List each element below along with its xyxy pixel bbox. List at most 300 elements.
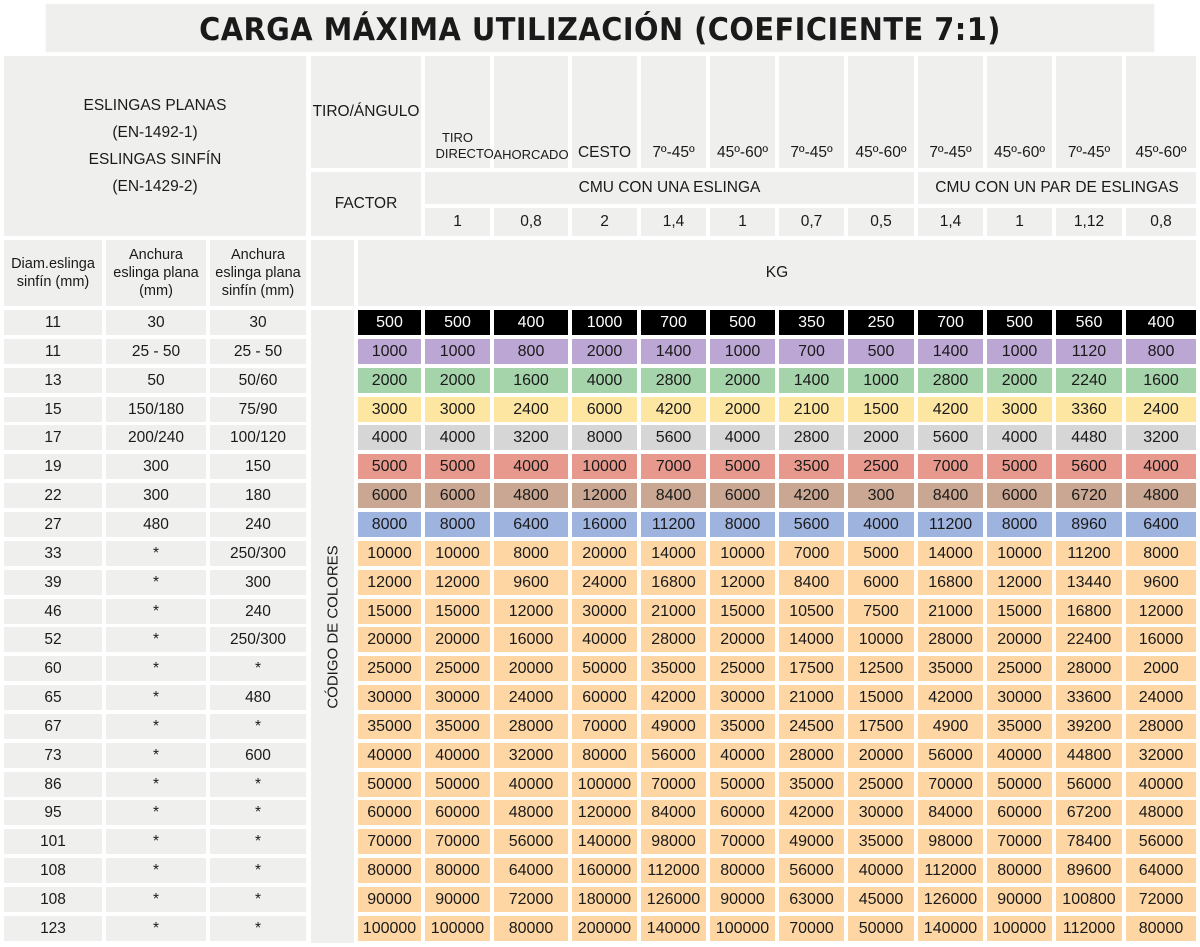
kg-value-cell: 80000: [987, 858, 1052, 883]
kg-value-cell: 84000: [918, 800, 983, 825]
plana-cell: *: [106, 800, 206, 825]
kg-value-cell: 28000: [918, 627, 983, 652]
kg-value-cell: 6000: [987, 483, 1052, 508]
diam-cell: 39: [4, 570, 102, 595]
factor-cell: 1: [987, 208, 1052, 236]
kg-value-cell: 9600: [494, 570, 568, 595]
kg-value-cell: 70000: [641, 772, 706, 797]
color-code-label: CÓDIGO DE COLORES: [324, 544, 341, 709]
kg-value-cell: 4900: [918, 714, 983, 739]
kg-value-cell: 200000: [572, 916, 637, 941]
color-swatch: 8000: [358, 512, 421, 537]
angle-label: 45º-60º: [717, 144, 768, 161]
kg-value-cell: 28000: [641, 627, 706, 652]
kg-value-cell: 8960: [1056, 512, 1122, 537]
color-swatch: 90000: [358, 887, 421, 912]
col-header-diam-text: Diam.eslinga sinfín (mm): [11, 256, 95, 290]
kg-value-cell: 90000: [710, 887, 775, 912]
sinfin-cell: 480: [210, 685, 306, 710]
plana-cell: 30: [106, 310, 206, 335]
kg-value-cell: 17500: [848, 714, 914, 739]
diam-cell: 67: [4, 714, 102, 739]
col-header-sinfin: [210, 240, 306, 306]
kg-value-cell: 70000: [918, 772, 983, 797]
kg-value-cell: 40000: [425, 743, 490, 768]
kg-value-cell: 67200: [1056, 800, 1122, 825]
color-swatch: 12000: [358, 570, 421, 595]
kg-value-cell: 1000: [987, 339, 1052, 364]
kg-value-cell: 21000: [779, 685, 844, 710]
kg-value-cell: 56000: [779, 858, 844, 883]
color-swatch: 100000: [358, 916, 421, 941]
diam-cell: 11: [4, 310, 102, 335]
plana-cell: *: [106, 858, 206, 883]
sinfin-cell: *: [210, 887, 306, 912]
kg-value-cell: 500: [425, 310, 490, 335]
angle-label: 7º-45º: [929, 144, 972, 161]
kg-value-cell: 6000: [572, 397, 637, 422]
kg-value-cell: 126000: [641, 887, 706, 912]
kg-value-cell: 10000: [848, 627, 914, 652]
kg-value-cell: 30000: [572, 599, 637, 624]
kg-value-cell: 28000: [494, 714, 568, 739]
col-header-plana-text: Anchura eslinga plana (mm): [113, 247, 199, 299]
diam-cell: 15: [4, 397, 102, 422]
factor-label: FACTOR: [311, 172, 421, 236]
kg-value-cell: 49000: [779, 829, 844, 854]
kg-value-cell: 4200: [779, 483, 844, 508]
kg-value-cell: 49000: [641, 714, 706, 739]
kg-value-cell: 4000: [1126, 454, 1196, 479]
kg-value-cell: 5600: [641, 425, 706, 450]
factor-cell: 1,4: [918, 208, 983, 236]
diam-cell: 86: [4, 772, 102, 797]
kg-value-cell: 10000: [987, 541, 1052, 566]
factor-cell: 0,5: [848, 208, 914, 236]
diam-cell: 11: [4, 339, 102, 364]
diam-cell: 19: [4, 454, 102, 479]
kg-value-cell: 42000: [779, 800, 844, 825]
kg-value-cell: 5000: [710, 454, 775, 479]
plana-cell: 25 - 50: [106, 339, 206, 364]
kg-value-cell: 72000: [1126, 887, 1196, 912]
kg-value-cell: 2240: [1056, 368, 1122, 393]
kg-value-cell: 24500: [779, 714, 844, 739]
sinfin-cell: 180: [210, 483, 306, 508]
group-pair-slings: CMU CON UN PAR DE ESLINGAS: [918, 172, 1196, 204]
kg-value-cell: 15000: [987, 599, 1052, 624]
kg-value-cell: 35000: [641, 656, 706, 681]
color-swatch: 35000: [358, 714, 421, 739]
kg-value-cell: 39200: [1056, 714, 1122, 739]
kg-value-cell: 700: [641, 310, 706, 335]
kg-value-cell: 20000: [848, 743, 914, 768]
color-swatch: 500: [358, 310, 421, 335]
kg-value-cell: 50000: [572, 656, 637, 681]
kg-value-cell: 50000: [987, 772, 1052, 797]
group-single-sling: CMU CON UNA ESLINGA: [425, 172, 914, 204]
kg-value-cell: 100000: [425, 916, 490, 941]
kg-value-cell: 8000: [987, 512, 1052, 537]
kg-value-cell: 160000: [572, 858, 637, 883]
plana-cell: *: [106, 829, 206, 854]
plana-cell: *: [106, 541, 206, 566]
kg-value-cell: 2100: [779, 397, 844, 422]
kg-value-cell: 4000: [848, 512, 914, 537]
diam-cell: 60: [4, 656, 102, 681]
kg-value-cell: 400: [1126, 310, 1196, 335]
kg-value-cell: 78400: [1056, 829, 1122, 854]
sinfin-cell: 600: [210, 743, 306, 768]
sinfin-cell: *: [210, 829, 306, 854]
kg-value-cell: 140000: [641, 916, 706, 941]
col-header-plana: [106, 240, 206, 306]
kg-value-cell: 8000: [1126, 541, 1196, 566]
kg-value-cell: 140000: [918, 916, 983, 941]
diam-cell: 22: [4, 483, 102, 508]
factor-cell: 1: [710, 208, 775, 236]
sinfin-cell: 150: [210, 454, 306, 479]
kg-value-cell: 4000: [494, 454, 568, 479]
kg-value-cell: 70000: [779, 916, 844, 941]
kg-value-cell: 70000: [987, 829, 1052, 854]
kg-value-cell: 15000: [848, 685, 914, 710]
kg-value-cell: 56000: [641, 743, 706, 768]
kg-value-cell: 89600: [1056, 858, 1122, 883]
kg-value-cell: 9600: [1126, 570, 1196, 595]
kg-value-cell: 2400: [1126, 397, 1196, 422]
kg-value-cell: 25000: [987, 656, 1052, 681]
kg-value-cell: 4000: [572, 368, 637, 393]
kg-value-cell: 33600: [1056, 685, 1122, 710]
kg-value-cell: 17500: [779, 656, 844, 681]
color-code-column: [311, 310, 354, 943]
sinfin-cell: 25 - 50: [210, 339, 306, 364]
kg-value-cell: 8400: [641, 483, 706, 508]
kg-value-cell: 8000: [710, 512, 775, 537]
kg-value-cell: 5600: [1056, 454, 1122, 479]
factor-cell: 1,4: [641, 208, 706, 236]
kg-value-cell: 25000: [848, 772, 914, 797]
kg-value-cell: 70000: [710, 829, 775, 854]
kg-value-cell: 40000: [848, 858, 914, 883]
kg-value-cell: 22400: [1056, 627, 1122, 652]
sinfin-cell: 250/300: [210, 627, 306, 652]
kg-value-cell: 20000: [425, 627, 490, 652]
kg-value-cell: 4200: [641, 397, 706, 422]
sinfin-cell: *: [210, 858, 306, 883]
color-swatch: 80000: [358, 858, 421, 883]
kg-value-cell: 56000: [1126, 829, 1196, 854]
sinfin-cell: 240: [210, 599, 306, 624]
kg-value-cell: 3000: [425, 397, 490, 422]
kg-value-cell: 12000: [710, 570, 775, 595]
kg-value-cell: 64000: [1126, 858, 1196, 883]
angle-cell: [641, 56, 706, 168]
kg-value-cell: 11200: [918, 512, 983, 537]
kg-value-cell: 3200: [494, 425, 568, 450]
angle-cell: [1126, 56, 1196, 168]
kg-value-cell: 30000: [848, 800, 914, 825]
kg-value-cell: 84000: [641, 800, 706, 825]
kg-value-cell: 35000: [987, 714, 1052, 739]
kg-value-cell: 1400: [641, 339, 706, 364]
angle-cell: [710, 56, 775, 168]
kg-value-cell: 30000: [425, 685, 490, 710]
kg-value-cell: 4800: [1126, 483, 1196, 508]
angle-label: CESTO: [577, 144, 632, 161]
color-swatch: 20000: [358, 627, 421, 652]
kg-value-cell: 2000: [710, 368, 775, 393]
kg-value-cell: 15000: [425, 599, 490, 624]
kg-value-cell: 14000: [641, 541, 706, 566]
kg-value-cell: 56000: [494, 829, 568, 854]
kg-value-cell: 60000: [425, 800, 490, 825]
kg-value-cell: 7500: [848, 599, 914, 624]
sinfin-cell: 250/300: [210, 541, 306, 566]
kg-value-cell: 10000: [425, 541, 490, 566]
kg-value-cell: 8000: [572, 425, 637, 450]
kg-value-cell: 1600: [1126, 368, 1196, 393]
kg-value-cell: 14000: [779, 627, 844, 652]
kg-value-cell: 100000: [987, 916, 1052, 941]
kg-value-cell: 28000: [1126, 714, 1196, 739]
kg-value-cell: 112000: [1056, 916, 1122, 941]
plana-cell: 480: [106, 512, 206, 537]
kg-value-cell: 45000: [848, 887, 914, 912]
kg-value-cell: 44800: [1056, 743, 1122, 768]
kg-value-cell: 112000: [641, 858, 706, 883]
kg-value-cell: 21000: [918, 599, 983, 624]
kg-value-cell: 24000: [494, 685, 568, 710]
color-swatch: 70000: [358, 829, 421, 854]
plana-cell: *: [106, 714, 206, 739]
kg-value-cell: 500: [987, 310, 1052, 335]
kg-value-cell: 140000: [572, 829, 637, 854]
kg-value-cell: 6000: [710, 483, 775, 508]
kg-value-cell: 6000: [848, 570, 914, 595]
kg-value-cell: 25000: [425, 656, 490, 681]
kg-value-cell: 1000: [710, 339, 775, 364]
diam-cell: 65: [4, 685, 102, 710]
angle-label: 7º-45º: [790, 144, 833, 161]
kg-value-cell: 250: [848, 310, 914, 335]
sinfin-cell: 30: [210, 310, 306, 335]
kg-value-cell: 10500: [779, 599, 844, 624]
kg-value-cell: 35000: [425, 714, 490, 739]
kg-value-cell: 24000: [1126, 685, 1196, 710]
factor-cell: 2: [572, 208, 637, 236]
kg-value-cell: 12000: [987, 570, 1052, 595]
kg-value-cell: 35000: [848, 829, 914, 854]
angle-label: TIRO DIRECTO: [435, 130, 494, 161]
kg-value-cell: 2000: [848, 425, 914, 450]
color-swatch: 30000: [358, 685, 421, 710]
kg-value-cell: 2400: [494, 397, 568, 422]
color-swatch: 3000: [358, 397, 421, 422]
kg-value-cell: 800: [494, 339, 568, 364]
kg-value-cell: 500: [848, 339, 914, 364]
kg-value-cell: 12000: [494, 599, 568, 624]
kg-value-cell: 2800: [779, 425, 844, 450]
page-title: CARGA MÁXIMA UTILIZACIÓN (COEFICIENTE 7:1): [46, 4, 1155, 52]
kg-value-cell: 2800: [918, 368, 983, 393]
kg-value-cell: 21000: [641, 599, 706, 624]
angle-cell: [918, 56, 983, 168]
angle-cell: [779, 56, 844, 168]
kg-value-cell: 40000: [710, 743, 775, 768]
sinfin-cell: 100/120: [210, 425, 306, 450]
factor-cell: 0,7: [779, 208, 844, 236]
color-swatch: 10000: [358, 541, 421, 566]
angle-cell: [494, 56, 568, 168]
angle-label: 7º-45º: [1067, 144, 1111, 161]
standards-line: (EN-1429-2): [112, 178, 198, 195]
kg-value-cell: 80000: [1126, 916, 1196, 941]
plana-cell: *: [106, 743, 206, 768]
kg-value-cell: 7000: [918, 454, 983, 479]
kg-value-cell: 60000: [987, 800, 1052, 825]
standards-line: ESLINGAS SINFÍN: [88, 151, 222, 168]
kg-value-cell: 8000: [425, 512, 490, 537]
sinfin-cell: *: [210, 916, 306, 941]
kg-value-cell: 15000: [710, 599, 775, 624]
kg-value-cell: 126000: [918, 887, 983, 912]
kg-value-cell: 560: [1056, 310, 1122, 335]
kg-value-cell: 16800: [1056, 599, 1122, 624]
kg-value-cell: 28000: [1056, 656, 1122, 681]
diam-cell: 123: [4, 916, 102, 941]
kg-value-cell: 100000: [572, 772, 637, 797]
kg-value-cell: 6720: [1056, 483, 1122, 508]
kg-value-cell: 11200: [1056, 541, 1122, 566]
kg-value-cell: 4200: [918, 397, 983, 422]
diam-cell: 17: [4, 425, 102, 450]
sinfin-cell: *: [210, 656, 306, 681]
kg-value-cell: 4800: [494, 483, 568, 508]
color-swatch: 4000: [358, 425, 421, 450]
kg-value-cell: 48000: [1126, 800, 1196, 825]
diam-cell: 33: [4, 541, 102, 566]
angle-cell: [572, 56, 637, 168]
kg-value-cell: 60000: [710, 800, 775, 825]
kg-value-cell: 48000: [494, 800, 568, 825]
kg-value-cell: 6400: [494, 512, 568, 537]
plana-cell: *: [106, 772, 206, 797]
kg-value-cell: 100000: [710, 916, 775, 941]
kg-value-cell: 350: [779, 310, 844, 335]
kg-value-cell: 80000: [494, 916, 568, 941]
kg-value-cell: 500: [710, 310, 775, 335]
kg-value-cell: 10000: [572, 454, 637, 479]
standards-block: [4, 56, 306, 236]
color-swatch: 6000: [358, 483, 421, 508]
kg-value-cell: 8000: [494, 541, 568, 566]
kg-value-cell: 8400: [779, 570, 844, 595]
angle-label: 45º-60º: [994, 144, 1045, 161]
kg-value-cell: 12000: [425, 570, 490, 595]
plana-cell: 200/240: [106, 425, 206, 450]
plana-cell: *: [106, 887, 206, 912]
sinfin-cell: *: [210, 800, 306, 825]
color-swatch: 25000: [358, 656, 421, 681]
kg-value-cell: 4480: [1056, 425, 1122, 450]
plana-cell: *: [106, 570, 206, 595]
factor-cell: 1,12: [1056, 208, 1122, 236]
kg-value-cell: 120000: [572, 800, 637, 825]
kg-value-cell: 2000: [1126, 656, 1196, 681]
kg-value-cell: 98000: [918, 829, 983, 854]
plana-cell: *: [106, 599, 206, 624]
kg-value-cell: 16000: [494, 627, 568, 652]
kg-value-cell: 5000: [848, 541, 914, 566]
plana-cell: *: [106, 916, 206, 941]
kg-value-cell: 30000: [987, 685, 1052, 710]
kg-value-cell: 3360: [1056, 397, 1122, 422]
angle-cell: [425, 56, 494, 168]
kg-value-cell: 800: [1126, 339, 1196, 364]
color-swatch: 1000: [358, 339, 421, 364]
plana-cell: 150/180: [106, 397, 206, 422]
kg-value-cell: 50000: [848, 916, 914, 941]
kg-header: KG: [358, 240, 1196, 306]
kg-value-cell: 98000: [641, 829, 706, 854]
sinfin-cell: 50/60: [210, 368, 306, 393]
kg-value-cell: 4000: [425, 425, 490, 450]
col-header-sinfin-text: Anchura eslinga plana sinfín (mm): [215, 247, 301, 299]
kg-value-cell: 40000: [1126, 772, 1196, 797]
kg-value-cell: 80000: [572, 743, 637, 768]
kg-value-cell: 35000: [779, 772, 844, 797]
kg-value-cell: 1600: [494, 368, 568, 393]
kg-value-cell: 20000: [494, 656, 568, 681]
color-swatch: 60000: [358, 800, 421, 825]
kg-value-cell: 10000: [710, 541, 775, 566]
kg-value-cell: 80000: [425, 858, 490, 883]
plana-cell: 300: [106, 454, 206, 479]
plana-cell: 300: [106, 483, 206, 508]
col-header-blank: [311, 240, 354, 306]
kg-value-cell: 50000: [425, 772, 490, 797]
kg-value-cell: 64000: [494, 858, 568, 883]
diam-cell: 52: [4, 627, 102, 652]
plana-cell: *: [106, 685, 206, 710]
kg-value-cell: 72000: [494, 887, 568, 912]
kg-value-cell: 11200: [641, 512, 706, 537]
kg-value-cell: 4000: [710, 425, 775, 450]
sinfin-cell: 300: [210, 570, 306, 595]
kg-value-cell: 42000: [918, 685, 983, 710]
kg-value-cell: 60000: [572, 685, 637, 710]
color-swatch: 40000: [358, 743, 421, 768]
kg-value-cell: 700: [779, 339, 844, 364]
kg-value-cell: 16000: [1126, 627, 1196, 652]
kg-value-cell: 24000: [572, 570, 637, 595]
kg-value-cell: 4000: [987, 425, 1052, 450]
kg-value-cell: 1400: [918, 339, 983, 364]
sinfin-cell: 75/90: [210, 397, 306, 422]
kg-value-cell: 70000: [572, 714, 637, 739]
kg-value-cell: 7000: [641, 454, 706, 479]
color-swatch: 5000: [358, 454, 421, 479]
sinfin-cell: *: [210, 714, 306, 739]
diam-cell: 108: [4, 858, 102, 883]
factor-cell: 0,8: [1126, 208, 1196, 236]
kg-value-cell: 35000: [918, 656, 983, 681]
angle-cell: [1056, 56, 1122, 168]
kg-value-cell: 2800: [641, 368, 706, 393]
kg-value-cell: 5000: [425, 454, 490, 479]
